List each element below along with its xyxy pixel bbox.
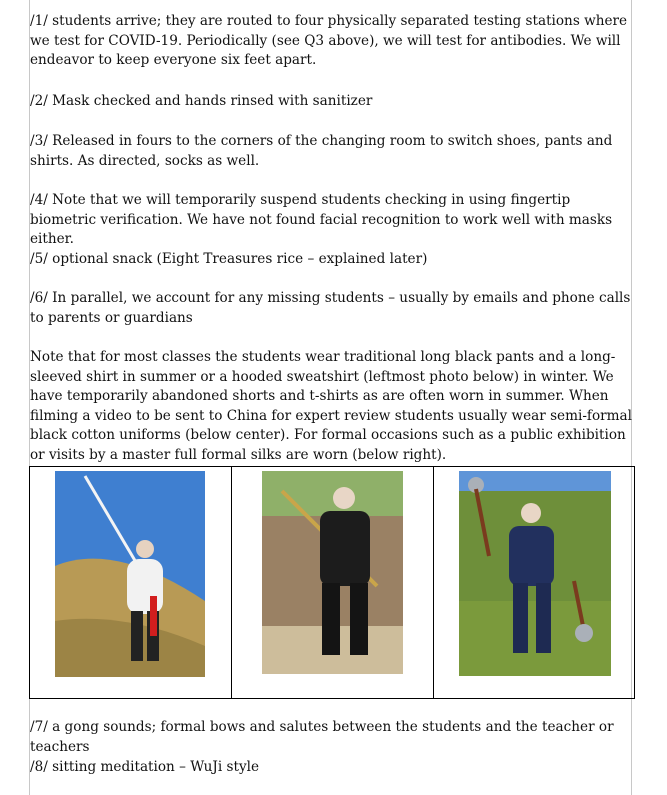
photo-cell-right: [433, 467, 634, 698]
photo-cell-center: [231, 467, 433, 698]
paragraph-step-5: /5/ optional snack (Eight Treasures rice – explained later): [30, 251, 428, 267]
photo-cell-left: [30, 467, 231, 698]
photo-formal-silks: [459, 471, 611, 676]
paragraph-step-6: /6/ In parallel, we account for any missing students – usually by emails and phone calls to parents or guardians: [30, 290, 631, 326]
photo-table: [29, 466, 635, 699]
paragraph-step-2: /2/ Mask checked and hands rinsed with sanitizer: [30, 93, 373, 109]
paragraph-step-7: /7/ a gong sounds; formal bows and salutes between the students and the teacher or teachers: [30, 719, 614, 755]
paragraph-step-8: /8/ sitting meditation – WuJi style: [30, 759, 260, 775]
photo-white-sweatshirt: [55, 471, 205, 677]
paragraph-step-4: /4/ Note that we will temporarily suspend students checking in using fingertip biometric verification. We have not found facial recognition to work well with masks either.: [30, 192, 613, 248]
paragraph-step-1: /1/ students arrive; they are routed to four physically separated testing stations where we test for COVID-19. Periodically (see Q3 above), we will test for antibodies. We will endeavor to keep everyone six feet apart.: [30, 13, 628, 69]
paragraph-step-3: /3/ Released in fours to the corners of the changing room to switch shoes, pants and shirts. As directed, socks as well.: [30, 133, 613, 169]
photo-black-uniform: [262, 471, 403, 674]
paragraph-uniform-note: Note that for most classes the students wear traditional long black pants and a long-sleeved shirt in summer or a hooded sweatshirt (leftmost photo below) in winter. We have temporarily abandoned shorts and t-shirts as are often worn in summer. When filming a video to be sent to China for expert review students usually wear semi-formal black cotton uniforms (below center). For formal occasions such as a public exhibition or visits by a master full formal silks are worn (below right).: [30, 349, 632, 463]
